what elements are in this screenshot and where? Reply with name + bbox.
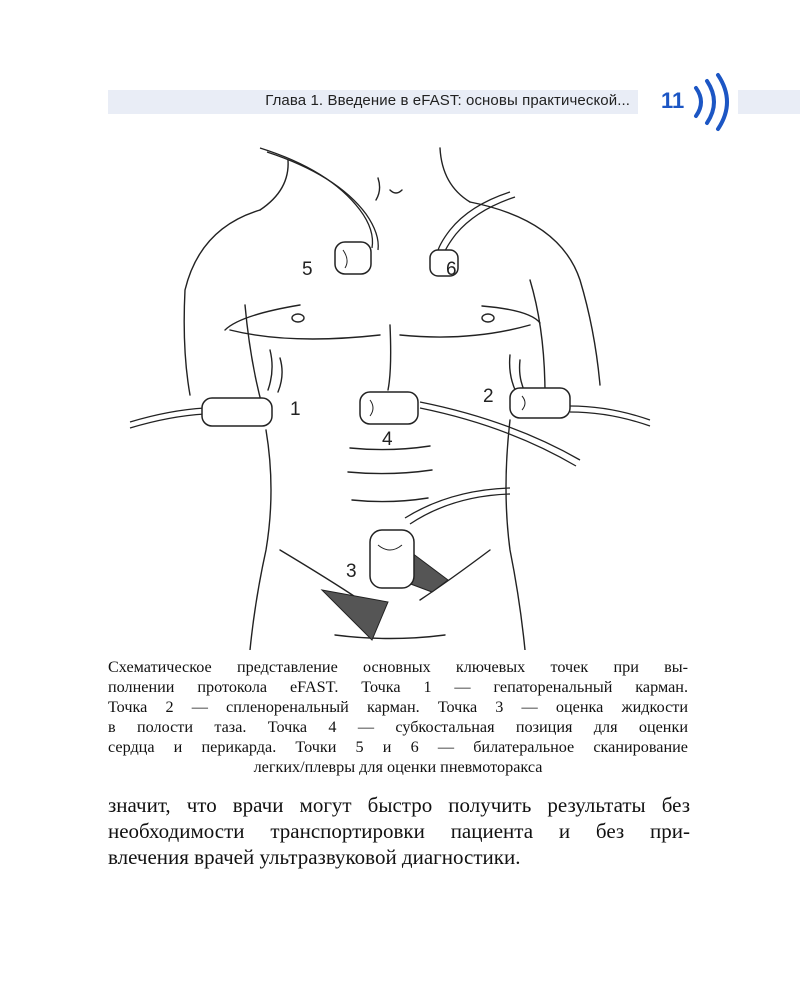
probe-5 [335,242,371,274]
left-arm-line [245,305,262,405]
body-line: влечения врачей ультразвуковой диагностики. [108,845,521,869]
right-flank [506,420,525,650]
caption-line: легких/плевры для оценки пневмоторакса [253,758,543,776]
neck-left [260,160,288,210]
neck-right [440,148,470,202]
right-arm-line [530,280,545,395]
caption-line: полнении протокола eFAST. Точка 1 — гепаторенальный карман. [108,678,688,696]
caption-line: Точка 2 — спленоренальный карман. Точка 3 — оценка жидкости [108,698,688,716]
caption-line: сердца и перикарда. Точки 5 и 6 — билатеральное сканирование [108,738,688,756]
body-line: необходимости транспортировки пациента и без при- [108,819,690,843]
header-bar-end [738,90,800,114]
page-number: 11 [661,88,685,113]
left-flank [250,430,271,650]
probe-4 [360,392,418,424]
point-label-5: 5 [302,259,313,280]
efast-diagram [90,130,710,650]
left-shoulder [184,210,260,395]
body-line: значит, что врачи могут быстро получить результаты без [108,793,690,817]
probe-2 [510,388,570,418]
probe-1 [202,398,272,426]
chapter-title: Глава 1. Введение в eFAST: основы практической... [265,92,630,109]
point-label-6: 6 [446,259,457,280]
sound-waves-icon [690,72,740,132]
right-shoulder [470,202,600,385]
point-label-4: 4 [382,429,393,450]
caption-line: в полости таза. Точка 4 — субкостальная позиция для оценки [108,718,688,736]
figure-caption [108,657,688,777]
caption-line: Схематическое представление основных ключевых точек при вы- [108,658,688,676]
probe-3 [370,530,414,588]
pelvic-shaded-left [322,590,388,640]
point-label-2: 2 [483,386,494,407]
point-label-3: 3 [346,561,357,582]
point-label-1: 1 [290,399,301,420]
body-paragraph [108,792,690,870]
